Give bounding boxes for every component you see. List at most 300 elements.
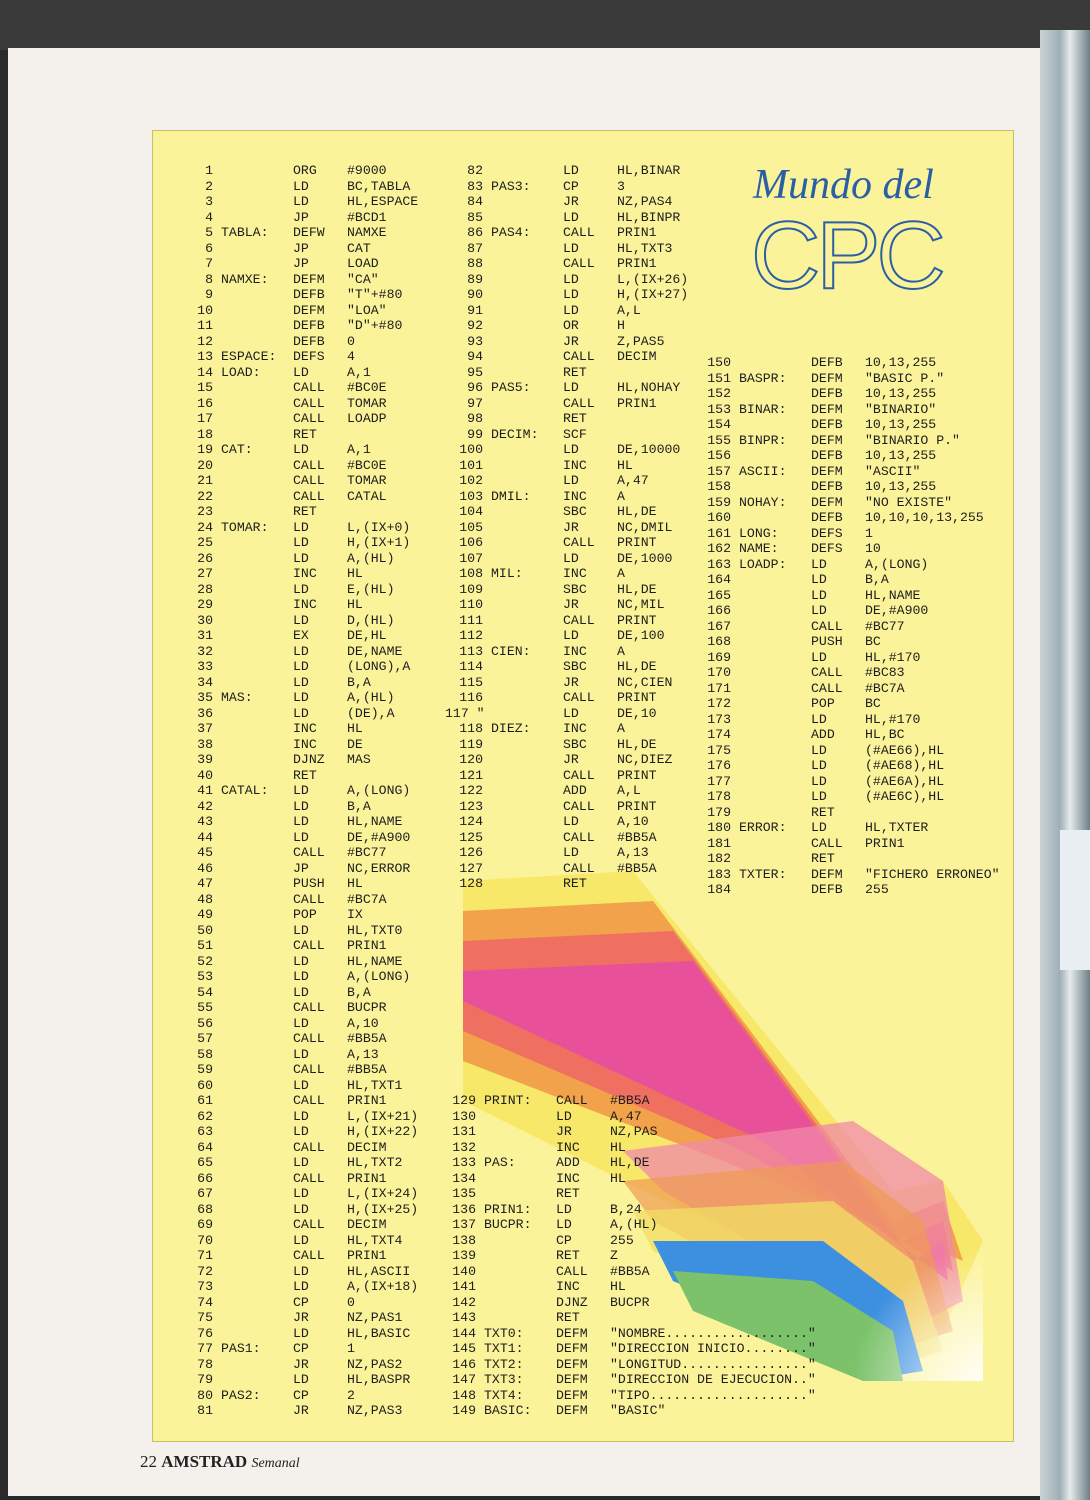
opcode: LD	[293, 178, 309, 194]
line-number: 68	[197, 1201, 213, 1217]
label	[221, 1233, 293, 1249]
opcode: LD	[563, 302, 579, 318]
operand: DE,HL	[347, 628, 387, 643]
label	[221, 1062, 293, 1078]
opcode: CALL	[293, 1170, 325, 1186]
line-number: 152	[707, 386, 731, 401]
code-column-3	[693, 355, 1000, 898]
operand: #BB5A	[610, 1093, 650, 1108]
line-number: 168	[707, 634, 731, 649]
label	[491, 768, 563, 784]
code-line	[693, 572, 1000, 588]
code-line	[175, 411, 418, 427]
code-line	[445, 303, 688, 319]
line-number: 143	[452, 1310, 476, 1325]
opcode: INC	[293, 736, 317, 752]
opcode: CALL	[563, 767, 595, 783]
code-line	[445, 830, 688, 846]
code-line	[445, 504, 688, 520]
code-line	[445, 768, 688, 784]
code-line	[175, 1186, 418, 1202]
code-line	[445, 876, 688, 892]
line-number: 118	[459, 721, 483, 736]
label	[221, 985, 293, 1001]
operand: B,A	[865, 572, 889, 587]
code-line	[175, 241, 418, 257]
line-number: 85	[467, 209, 483, 225]
line-number: 162	[707, 541, 731, 556]
adjacent-page-edge	[1060, 830, 1090, 970]
operand: "LONGITUD................"	[610, 1356, 816, 1372]
opcode: DEFM	[293, 302, 325, 318]
label	[739, 665, 811, 681]
line-number: 9	[205, 287, 213, 302]
label: NOHAY:	[739, 494, 787, 510]
line-number: 166	[707, 603, 731, 618]
code-line	[445, 582, 688, 598]
code-line	[175, 892, 418, 908]
code-line	[175, 1155, 418, 1171]
opcode: INC	[556, 1279, 580, 1294]
opcode: LD	[563, 442, 579, 457]
label	[221, 923, 293, 939]
opcode: DEFM	[811, 866, 843, 882]
operand: HL,TXT3	[617, 240, 673, 256]
line-number: 11	[197, 318, 213, 333]
code-line	[175, 1202, 418, 1218]
code-line	[445, 520, 688, 536]
line-number: 151	[707, 370, 731, 386]
opcode: CP	[293, 1341, 309, 1356]
operand: DECIM	[347, 1139, 387, 1155]
line-number: 139	[452, 1248, 476, 1263]
code-line	[438, 1093, 816, 1109]
label	[739, 696, 811, 712]
code-line	[445, 442, 688, 458]
opcode: SBC	[563, 504, 587, 519]
line-number: 116	[459, 690, 483, 705]
label: NAMXE:	[221, 271, 269, 287]
opcode: ADD	[811, 727, 835, 742]
code-line	[693, 665, 1000, 681]
line-number: 87	[467, 240, 483, 256]
opcode: INC	[563, 566, 587, 581]
operand: H,(IX+22)	[347, 1124, 419, 1139]
opcode: DEFB	[293, 318, 325, 333]
label: NAME:	[739, 541, 779, 556]
operand: 2	[347, 1387, 355, 1403]
label: PAS3:	[491, 178, 531, 194]
opcode: LD	[563, 628, 579, 643]
opcode: DEFM	[556, 1356, 588, 1372]
operand: #BB5A	[610, 1263, 650, 1279]
label	[221, 194, 293, 210]
label	[221, 752, 293, 768]
code-line	[175, 380, 418, 396]
label	[221, 1295, 293, 1311]
label	[491, 334, 563, 350]
code-line	[445, 334, 688, 350]
opcode: CALL	[811, 835, 843, 851]
line-number: 180	[707, 820, 731, 835]
operand: PRIN1	[347, 938, 387, 953]
line-number: 176	[707, 758, 731, 773]
opcode: CALL	[293, 1217, 325, 1232]
operand: HL,BINAR	[617, 163, 681, 178]
code-line	[445, 597, 688, 613]
line-number: 60	[197, 1077, 213, 1093]
label: PAS2:	[221, 1387, 261, 1403]
line-number: 37	[197, 721, 213, 736]
line-number: 7	[205, 256, 213, 271]
label: TXTER:	[739, 866, 787, 882]
code-line	[693, 510, 1000, 526]
operand: "DIRECCION DE EJECUCION.."	[610, 1372, 816, 1387]
opcode: CALL	[293, 488, 325, 504]
line-number: 50	[197, 922, 213, 938]
code-line	[175, 256, 418, 272]
opcode: DEFM	[556, 1372, 588, 1387]
opcode: LD	[293, 1124, 309, 1139]
operand: A	[617, 488, 625, 504]
line-number: 20	[197, 457, 213, 473]
opcode: LD	[563, 814, 579, 829]
label	[739, 712, 811, 728]
line-number: 36	[197, 705, 213, 721]
opcode: EX	[293, 628, 309, 643]
line-number: 24	[197, 519, 213, 535]
listing-panel	[152, 130, 1014, 1442]
operand: 10,13,255	[865, 355, 937, 370]
line-number: 164	[707, 572, 731, 587]
code-line	[175, 582, 418, 598]
line-number: 111	[459, 612, 483, 628]
opcode: LD	[293, 984, 309, 1000]
opcode: SBC	[563, 659, 587, 674]
line-number: 95	[467, 364, 483, 380]
code-line	[175, 752, 418, 768]
code-line	[438, 1140, 816, 1156]
code-line	[175, 1124, 418, 1140]
code-line	[445, 690, 688, 706]
opcode: LD	[293, 783, 309, 798]
label: TABLA:	[221, 225, 269, 240]
operand: A,(HL)	[347, 550, 395, 566]
code-line	[445, 752, 688, 768]
code-column-2	[445, 163, 688, 892]
opcode: CALL	[811, 665, 843, 680]
opcode: LD	[293, 659, 309, 674]
code-line	[175, 768, 418, 784]
code-line	[175, 1326, 418, 1342]
operand: HL,TXT1	[347, 1077, 403, 1093]
line-number: 77	[197, 1341, 213, 1356]
opcode: CP	[293, 1387, 309, 1403]
code-line	[175, 566, 418, 582]
line-number: 141	[452, 1279, 476, 1294]
opcode: CALL	[563, 690, 595, 705]
operand: "CA"	[347, 271, 379, 287]
line-number: 165	[707, 587, 731, 603]
line-number: 144	[452, 1325, 476, 1341]
operand: NZ,PAS	[610, 1124, 658, 1139]
label	[221, 1109, 293, 1125]
label	[491, 163, 563, 179]
operand: A,10	[347, 1015, 379, 1031]
opcode: INC	[563, 457, 587, 473]
label	[491, 303, 563, 319]
label	[221, 1047, 293, 1063]
opcode: LD	[556, 1201, 572, 1217]
label	[221, 303, 293, 319]
label: PRIN1:	[484, 1201, 532, 1217]
opcode: SBC	[563, 736, 587, 752]
operand: 10,10,10,13,255	[865, 510, 984, 525]
label	[491, 256, 563, 272]
operand: BUCPR	[610, 1294, 650, 1310]
line-number: 123	[459, 798, 483, 814]
code-line	[175, 597, 418, 613]
line-number: 184	[707, 882, 731, 897]
operand: DE,1000	[617, 550, 673, 566]
opcode: DEFM	[811, 494, 843, 510]
operand: 1	[865, 525, 873, 541]
label	[221, 489, 293, 505]
code-line	[175, 1047, 418, 1063]
code-line	[175, 985, 418, 1001]
code-line	[175, 938, 418, 954]
label	[739, 805, 811, 821]
line-number: 181	[707, 835, 731, 851]
operand: "BINARIO"	[865, 401, 937, 417]
label	[739, 681, 811, 697]
opcode: RET	[563, 411, 587, 426]
opcode: JR	[293, 1356, 309, 1372]
label	[491, 287, 563, 303]
opcode: RET	[556, 1310, 580, 1325]
operand: D,(HL)	[347, 612, 395, 628]
line-number: 124	[459, 814, 483, 829]
operand: #BC7A	[347, 891, 387, 907]
label	[491, 349, 563, 365]
code-line	[175, 907, 418, 923]
label	[484, 1140, 556, 1156]
label	[491, 706, 563, 722]
opcode: LD	[293, 1372, 309, 1387]
operand: A,47	[617, 473, 649, 488]
operand: 3	[617, 178, 625, 194]
code-line	[175, 799, 418, 815]
opcode: CALL	[293, 1139, 325, 1155]
opcode: LD	[563, 380, 579, 395]
operand: A,L	[617, 302, 641, 318]
operand: #BC77	[865, 618, 905, 634]
label	[491, 241, 563, 257]
code-line	[175, 272, 418, 288]
label	[484, 1248, 556, 1264]
label	[221, 241, 293, 257]
operand: DE,#A900	[347, 829, 411, 845]
opcode: DEFB	[293, 287, 325, 302]
code-line	[175, 210, 418, 226]
opcode: CP	[293, 1294, 309, 1310]
opcode: LD	[811, 758, 827, 773]
operand: IX	[347, 907, 363, 922]
line-number: 103	[459, 488, 483, 504]
label	[221, 706, 293, 722]
code-line	[175, 1310, 418, 1326]
opcode: LD	[811, 587, 827, 603]
opcode: SCF	[563, 426, 587, 442]
opcode: LD	[293, 1186, 309, 1201]
label	[221, 1279, 293, 1295]
line-number: 22	[197, 488, 213, 504]
operand: "TIPO...................."	[610, 1387, 816, 1403]
opcode: CALL	[811, 680, 843, 696]
operand: 10,13,255	[865, 386, 937, 401]
code-line	[175, 365, 418, 381]
code-line	[175, 1403, 418, 1419]
operand: (#AE68),HL	[865, 758, 945, 773]
line-number: 137	[452, 1217, 476, 1232]
line-number: 65	[197, 1155, 213, 1170]
operand: LOAD	[347, 256, 379, 271]
label	[221, 1357, 293, 1373]
label	[484, 1279, 556, 1295]
code-line	[175, 194, 418, 210]
code-line	[175, 675, 418, 691]
operand: A,(LONG)	[347, 969, 411, 984]
opcode: LD	[811, 556, 827, 572]
line-number: 107	[459, 550, 483, 566]
code-line	[693, 774, 1000, 790]
line-number: 136	[452, 1201, 476, 1217]
code-line	[445, 551, 688, 567]
operand: 255	[610, 1232, 634, 1248]
label	[491, 659, 563, 675]
label	[221, 1264, 293, 1280]
operand: HL	[347, 721, 363, 736]
label	[484, 1295, 556, 1311]
opcode: LD	[293, 612, 309, 628]
label	[491, 737, 563, 753]
opcode: SBC	[563, 581, 587, 597]
code-line	[438, 1233, 816, 1249]
code-line	[693, 696, 1000, 712]
line-number: 46	[197, 860, 213, 876]
operand: LOADP	[347, 411, 387, 426]
opcode: CALL	[563, 395, 595, 411]
operand: #BB5A	[347, 1062, 387, 1077]
line-number: 140	[452, 1263, 476, 1279]
code-line	[445, 675, 688, 691]
opcode: LD	[293, 519, 309, 535]
label	[739, 851, 811, 867]
opcode: DEFB	[811, 417, 843, 432]
opcode: DEFB	[811, 510, 843, 525]
code-line	[693, 526, 1000, 542]
operand: 10,13,255	[865, 479, 937, 494]
opcode: LD	[293, 1263, 309, 1279]
code-line	[175, 830, 418, 846]
code-line	[438, 1217, 816, 1233]
operand: "FICHERO ERRONEO"	[865, 866, 1000, 882]
opcode: DEFB	[811, 386, 843, 401]
line-number: 73	[197, 1279, 213, 1294]
code-line	[445, 737, 688, 753]
line-number: 97	[467, 395, 483, 411]
opcode: JR	[563, 752, 579, 767]
line-number: 8	[205, 271, 213, 287]
line-number: 39	[197, 752, 213, 767]
opcode: PUSH	[293, 876, 325, 891]
label	[491, 613, 563, 629]
line-number: 173	[707, 711, 731, 727]
line-number: 110	[459, 597, 483, 612]
operand: "BASIC"	[610, 1403, 666, 1418]
line-number: 86	[467, 225, 483, 240]
line-number: 76	[197, 1325, 213, 1341]
operand: PRINT	[617, 612, 657, 628]
code-line	[175, 1357, 418, 1373]
operand: #BC0E	[347, 380, 387, 395]
label	[221, 969, 293, 985]
line-number: 94	[467, 349, 483, 364]
label	[739, 634, 811, 650]
opcode: LD	[293, 1108, 309, 1124]
opcode: ADD	[563, 783, 587, 798]
opcode: INC	[556, 1139, 580, 1155]
line-number: 29	[197, 597, 213, 612]
label: BASIC:	[484, 1403, 532, 1418]
opcode: LD	[563, 209, 579, 225]
operand: HL,BC	[865, 727, 905, 742]
operand: HL,DE	[617, 736, 657, 752]
line-number: 62	[197, 1108, 213, 1124]
code-line	[445, 458, 688, 474]
operand: NZ,PAS3	[347, 1403, 403, 1418]
line-number: 167	[707, 618, 731, 634]
code-line	[175, 1248, 418, 1264]
code-line	[175, 1000, 418, 1016]
opcode: CALL	[556, 1263, 588, 1279]
label	[221, 1171, 293, 1187]
operand: HL,#170	[865, 649, 921, 665]
label	[221, 907, 293, 923]
line-number: 72	[197, 1263, 213, 1279]
label	[221, 1155, 293, 1171]
opcode: LD	[293, 581, 309, 597]
opcode: LD	[563, 550, 579, 566]
opcode: JR	[563, 674, 579, 690]
operand: HL,NAME	[347, 953, 403, 969]
line-number: 98	[467, 411, 483, 426]
opcode: JR	[293, 1310, 309, 1325]
opcode: LD	[293, 829, 309, 845]
code-line	[175, 861, 418, 877]
label	[491, 876, 563, 892]
label: TXT0:	[484, 1325, 524, 1341]
opcode: JP	[293, 860, 309, 876]
label	[221, 1000, 293, 1016]
label	[221, 876, 293, 892]
label: LONG:	[739, 525, 779, 541]
line-number: 2	[205, 178, 213, 194]
opcode: LD	[293, 814, 309, 829]
opcode: LD	[563, 163, 579, 178]
line-number: 81	[197, 1403, 213, 1418]
opcode: DEFM	[811, 432, 843, 448]
